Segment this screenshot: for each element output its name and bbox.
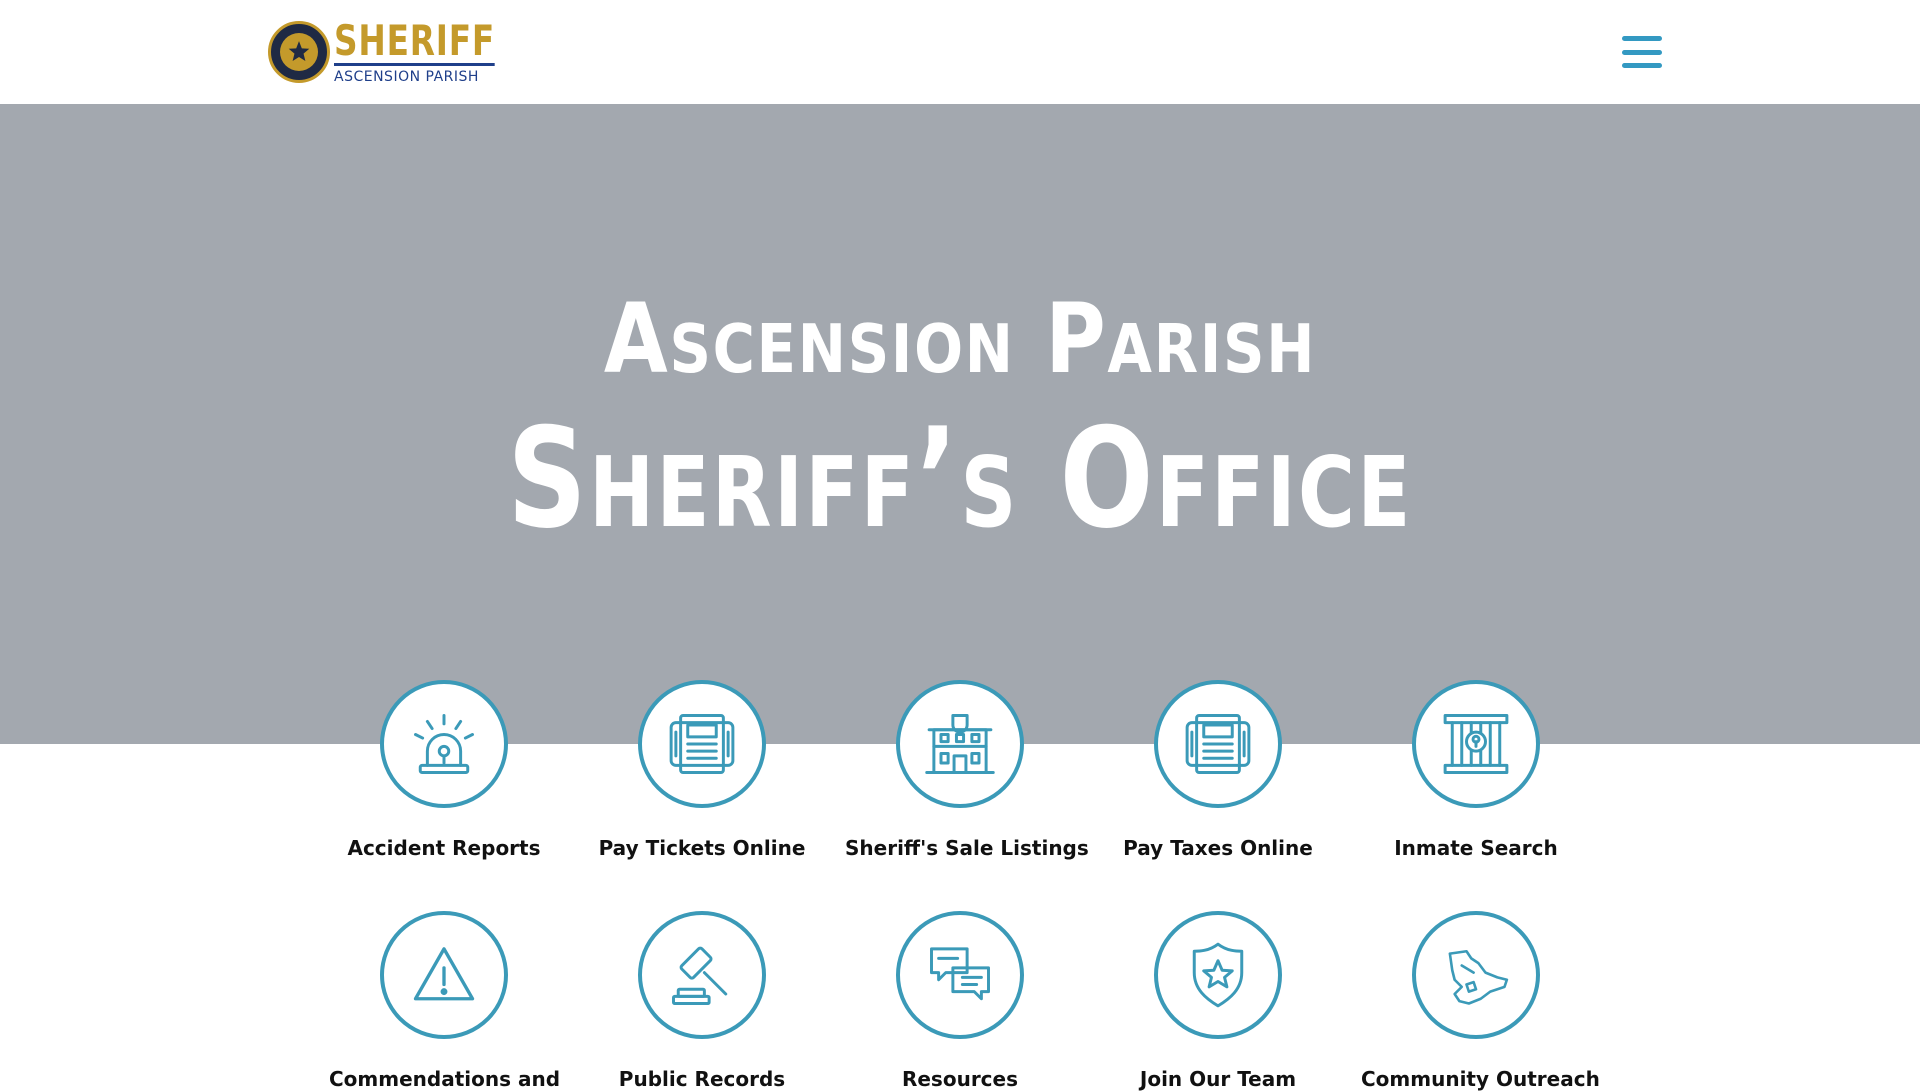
newspaper-icon bbox=[664, 706, 740, 782]
siren-icon bbox=[406, 706, 482, 782]
hero-banner bbox=[0, 104, 1920, 744]
parish-map-icon bbox=[1438, 937, 1514, 1013]
service-accident-reports[interactable] bbox=[329, 680, 559, 860]
service-label: Community Outreach bbox=[1361, 1067, 1600, 1091]
service-resources[interactable] bbox=[845, 911, 1075, 1091]
service-public-records[interactable] bbox=[587, 911, 817, 1091]
gavel-icon bbox=[664, 937, 740, 1013]
service-label: Commendations and bbox=[329, 1067, 561, 1091]
service-label: Inmate Search bbox=[1394, 836, 1558, 860]
chat-bubbles-icon bbox=[922, 937, 998, 1013]
service-community-outreach[interactable] bbox=[1361, 911, 1600, 1091]
service-label: Pay Taxes Online bbox=[1123, 836, 1313, 860]
logo-subtitle: ASCENSION PARISH bbox=[334, 68, 479, 85]
building-icon bbox=[922, 706, 998, 782]
sheriff-logo[interactable] bbox=[268, 15, 540, 85]
service-sheriffs-sale[interactable] bbox=[845, 680, 1089, 860]
service-label: Join Our Team bbox=[1139, 1067, 1297, 1091]
jail-cell-icon bbox=[1438, 706, 1514, 782]
service-label: Accident Reports bbox=[347, 836, 541, 860]
service-label: Public Records bbox=[618, 1067, 786, 1091]
badge-star-icon bbox=[1180, 937, 1256, 1013]
service-pay-tickets[interactable] bbox=[587, 680, 817, 860]
hero-title-line1: Ascension Parish bbox=[603, 283, 1317, 395]
newspaper-icon bbox=[1180, 706, 1256, 782]
service-label: Pay Tickets Online bbox=[598, 836, 806, 860]
warning-icon bbox=[406, 937, 482, 1013]
sheriff-seal-icon bbox=[268, 21, 330, 83]
service-pay-taxes[interactable] bbox=[1103, 680, 1333, 860]
service-commendations[interactable] bbox=[329, 911, 559, 1091]
hamburger-menu-icon[interactable] bbox=[1618, 33, 1666, 71]
service-label: Resources bbox=[901, 1067, 1019, 1091]
site-header bbox=[0, 0, 1920, 104]
service-join-team[interactable] bbox=[1103, 911, 1333, 1091]
service-label: Sheriff's Sale Listings bbox=[845, 836, 1089, 860]
service-inmate-search[interactable] bbox=[1361, 680, 1591, 860]
hero-title-line2: Sheriff’s Office bbox=[507, 398, 1413, 559]
logo-title: SHERIFF bbox=[334, 15, 496, 65]
